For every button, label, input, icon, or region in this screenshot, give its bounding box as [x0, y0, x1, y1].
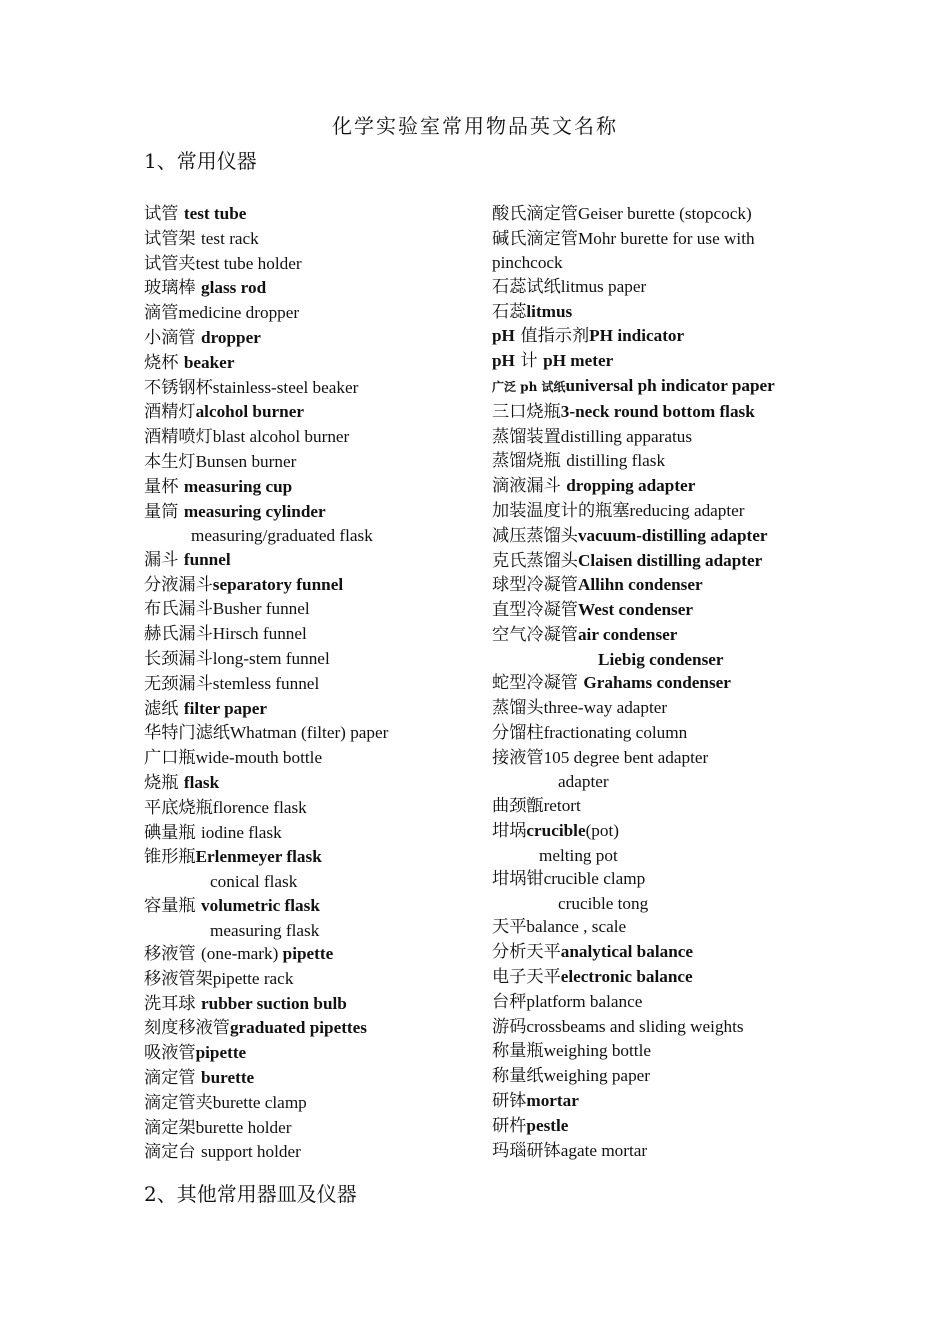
english-term: burette clamp	[212, 1092, 307, 1112]
english-term: glass rod	[201, 278, 267, 298]
english-term: alcohol burner	[195, 402, 304, 422]
chinese-term: 烧瓶	[144, 773, 184, 794]
english-term: iodine flask	[201, 822, 282, 842]
chinese-term: 滤纸	[144, 698, 184, 719]
term-entry	[144, 870, 474, 894]
term-entry	[492, 1089, 822, 1114]
english-term: Liebig condenser	[598, 649, 724, 669]
chinese-term: 游码	[492, 1016, 527, 1037]
english-term: crucible	[526, 820, 586, 840]
english-term: test tube holder	[195, 253, 302, 273]
term-entry	[144, 500, 474, 525]
chinese-term: 研钵	[492, 1090, 527, 1111]
term-entry	[492, 1015, 822, 1040]
term-entry	[492, 598, 822, 623]
term-entry	[492, 524, 822, 549]
chinese-term: 空气冷凝管	[492, 624, 578, 645]
term-entry	[144, 919, 474, 943]
english-term: Bunsen burner	[195, 451, 297, 471]
chinese-term: 天平	[492, 917, 527, 938]
term-entry	[144, 1066, 474, 1091]
chinese-term: 滴定架	[144, 1117, 196, 1138]
english-term: burette holder	[195, 1117, 292, 1137]
term-entry	[492, 867, 822, 892]
chinese-term: 滴定台	[144, 1142, 202, 1163]
english-term: platform balance	[526, 991, 643, 1011]
english-term: measuring/graduated flask	[191, 526, 373, 546]
section-heading-1: 1、常用仪器	[144, 149, 257, 173]
english-term: distilling apparatus	[560, 426, 693, 446]
english-term: dropping adapter	[566, 476, 696, 496]
term-entry	[492, 349, 822, 374]
english-term: Busher funnel	[212, 599, 310, 619]
chinese-term: 不锈钢杯	[144, 377, 213, 398]
chinese-term: 滴定管夹	[144, 1092, 213, 1113]
term-entry	[144, 227, 474, 252]
term-entry	[144, 1091, 474, 1116]
chinese-term: 广口瓶	[144, 748, 196, 769]
chinese-term: 分析天平	[492, 942, 561, 963]
term-entry	[144, 450, 474, 475]
chinese-term: 蛇型冷凝管	[492, 673, 584, 694]
term-entry	[492, 671, 822, 696]
section-heading-2: 2、其他常用器皿及仪器	[144, 1182, 357, 1206]
term-entry	[144, 647, 474, 672]
english-term: electronic balance	[560, 966, 693, 986]
chinese-term: 碱氏滴定管	[492, 228, 578, 249]
term-entry	[492, 549, 822, 574]
english-term: flask	[183, 773, 220, 793]
chinese-term: 平底烧瓶	[144, 797, 213, 818]
term-entry	[492, 1139, 822, 1164]
english-term: crossbeams and sliding weights	[526, 1016, 744, 1036]
term-entry	[492, 425, 822, 450]
chinese-term: 移液管	[144, 944, 202, 965]
english-term: pH meter	[543, 351, 614, 371]
english-term: Geiser burette (stopcock)	[577, 204, 752, 223]
english-term: funnel	[183, 549, 231, 569]
term-entry	[492, 1064, 822, 1089]
english-term: agate mortar	[560, 1140, 648, 1160]
term-entry	[492, 1114, 822, 1139]
term-entry	[144, 400, 474, 425]
term-entry	[144, 351, 474, 376]
english-term: crucible clamp	[543, 869, 646, 889]
page-title: 化学实验室常用物品英文名称	[332, 114, 618, 138]
term-entry	[144, 845, 474, 870]
english-term: Mohr burette for use with pinchcock	[492, 228, 755, 273]
term-entry	[492, 499, 822, 524]
term-entry	[144, 967, 474, 992]
english-term: pestle	[526, 1115, 569, 1135]
english-term: retort	[543, 795, 581, 815]
term-entry	[492, 275, 822, 300]
term-entry	[492, 400, 822, 425]
english-term: blast alcohol burner	[212, 427, 350, 447]
chinese-term: 洗耳球	[144, 993, 202, 1014]
term-entry	[144, 746, 474, 771]
english-term: (one-mark)	[201, 944, 283, 964]
chinese-term: 烧杯	[144, 352, 184, 373]
english-term-suffix: (pot)	[585, 820, 619, 840]
term-entry	[144, 425, 474, 450]
english-term: separatory funnel	[212, 574, 344, 594]
english-term: vacuum-distilling adapter	[577, 525, 768, 545]
term-entry	[492, 449, 822, 474]
chinese-term: 移液管架	[144, 968, 213, 989]
chinese-term: 蒸馏装置	[492, 426, 561, 447]
term-entry	[144, 1116, 474, 1141]
term-prefix: pH	[492, 351, 515, 371]
term-entry	[144, 524, 474, 548]
english-term: support holder	[201, 1142, 301, 1162]
term-entry	[492, 227, 822, 275]
english-term: crucible tong	[558, 893, 649, 913]
english-term: air condenser	[577, 624, 678, 644]
chinese-term: 赫氏漏斗	[144, 624, 213, 645]
chinese-term: 分馏柱	[492, 722, 544, 743]
english-term: pipette	[195, 1043, 247, 1063]
english-term: litmus	[526, 301, 573, 321]
chinese-term: 三口烧瓶	[492, 401, 561, 422]
term-entry	[492, 300, 822, 325]
term-entry	[144, 1140, 474, 1165]
term-entry	[144, 597, 474, 622]
term-entry	[492, 965, 822, 990]
chinese-term: 石蕊试纸	[492, 276, 561, 297]
english-term: Erlenmeyer flask	[195, 847, 322, 867]
english-term: florence flask	[212, 797, 307, 817]
term-entry	[144, 622, 474, 647]
chinese-term: 试管夹	[144, 253, 196, 274]
term-entry	[144, 672, 474, 697]
term-entry	[492, 794, 822, 819]
chinese-term: 减压蒸馏头	[492, 525, 578, 546]
chinese-term: 滴定管	[144, 1068, 202, 1088]
chinese-term: 酒精喷灯	[144, 427, 213, 448]
term-entry	[144, 771, 474, 796]
english-term: volumetric flask	[201, 895, 320, 915]
chinese-term: 长颈漏斗	[144, 649, 213, 670]
chinese-term: 量筒	[144, 501, 184, 522]
english-term: 105 degree bent adapter	[543, 747, 709, 767]
right-column	[492, 202, 822, 1163]
english-term: Claisen distilling adapter	[577, 550, 763, 570]
term-entry	[144, 376, 474, 401]
term-entry	[144, 992, 474, 1017]
english-term: graduated pipettes	[229, 1018, 367, 1038]
chinese-term: 酒精灯	[144, 402, 196, 423]
english-term: wide-mouth bottle	[195, 748, 323, 768]
term-entry	[492, 844, 822, 868]
term-entry	[492, 721, 822, 746]
term-entry	[144, 573, 474, 598]
term-entry	[492, 746, 822, 771]
chinese-term: 漏斗	[144, 549, 184, 570]
left-column	[144, 202, 474, 1165]
english-term: three-way adapter	[543, 698, 668, 718]
term-entry	[492, 892, 822, 916]
english-term: measuring flask	[210, 920, 320, 940]
chinese-term: 计	[514, 351, 544, 372]
term-entry	[144, 548, 474, 573]
term-entry	[492, 770, 822, 794]
chinese-term: 华特门滤纸	[144, 723, 230, 744]
term-prefix: pH	[492, 326, 515, 346]
chinese-term: 酸氏滴定管	[492, 204, 578, 224]
term-entry	[492, 474, 822, 499]
english-term: litmus paper	[560, 276, 647, 296]
chinese-term: 无颈漏斗	[144, 673, 213, 694]
chinese-term: 广泛 ph 试纸	[492, 379, 566, 394]
english-term: test rack	[201, 228, 259, 248]
english-term: Grahams condenser	[583, 673, 731, 693]
english-term: burette	[201, 1068, 255, 1087]
chinese-term: 研杵	[492, 1115, 527, 1136]
english-term: analytical balance	[560, 942, 694, 962]
term-entry	[492, 623, 822, 648]
english-term: filter paper	[183, 698, 268, 718]
term-entry	[492, 915, 822, 940]
term-entry	[492, 1039, 822, 1064]
english-term: measuring cup	[183, 476, 293, 496]
english-term: distilling flask	[566, 451, 666, 471]
term-entry	[492, 202, 822, 227]
english-term: melting pot	[539, 845, 618, 865]
chinese-term: 坩埚	[492, 820, 527, 841]
english-term: reducing adapter	[629, 500, 745, 520]
chinese-term: 滴管	[144, 303, 179, 324]
term-entry	[492, 940, 822, 965]
chinese-term: 蒸馏烧瓶	[492, 451, 567, 472]
english-term: rubber suction bulb	[201, 993, 347, 1013]
english-term: long-stem funnel	[212, 649, 330, 669]
chinese-term: 刻度移液管	[144, 1018, 230, 1039]
term-entry	[144, 821, 474, 846]
term-entry	[144, 1041, 474, 1066]
term-entry	[492, 648, 822, 672]
chinese-term: 玻璃棒	[144, 278, 202, 299]
chinese-term: 锥形瓶	[144, 847, 196, 868]
chinese-term: 分液漏斗	[144, 574, 213, 595]
english-term: measuring cylinder	[183, 501, 326, 521]
term-entry	[492, 696, 822, 721]
chinese-term: 球型冷凝管	[492, 575, 578, 596]
chinese-term: 碘量瓶	[144, 822, 202, 843]
english-term: universal ph indicator paper	[565, 375, 775, 395]
term-entry	[492, 573, 822, 598]
chinese-term: 试管	[144, 204, 184, 224]
chinese-term: 试管架	[144, 228, 202, 249]
english-term-suffix: pipette	[282, 944, 334, 964]
english-term: dropper	[201, 327, 261, 347]
english-term: adapter	[558, 772, 609, 792]
english-term: balance , scale	[526, 917, 627, 937]
english-term: mortar	[526, 1090, 579, 1110]
term-entry	[144, 942, 474, 967]
english-term: Hirsch funnel	[212, 624, 307, 644]
chinese-term: 小滴管	[144, 327, 202, 348]
chinese-term: 台秤	[492, 991, 527, 1012]
term-entry	[144, 252, 474, 277]
chinese-term: 值指示剂	[514, 326, 590, 347]
english-term: fractionating column	[543, 722, 688, 742]
english-term: West condenser	[577, 600, 694, 620]
term-entry	[492, 819, 822, 844]
chinese-term: 本生灯	[144, 451, 196, 472]
term-entry	[144, 326, 474, 351]
term-entry	[144, 894, 474, 919]
term-entry	[144, 475, 474, 500]
english-term: pipette rack	[212, 968, 294, 988]
chinese-term: 坩埚钳	[492, 869, 544, 890]
chinese-term: 克氏蒸馏头	[492, 550, 578, 571]
chinese-term: 布氏漏斗	[144, 599, 213, 620]
term-entry	[492, 990, 822, 1015]
english-term: weighing bottle	[543, 1041, 651, 1061]
term-entry	[492, 324, 822, 349]
chinese-term: 容量瓶	[144, 895, 202, 916]
chinese-term: 电子天平	[492, 966, 561, 987]
chinese-term: 称量瓶	[492, 1041, 544, 1062]
chinese-term: 滴液漏斗	[492, 476, 567, 497]
english-term: medicine dropper	[178, 303, 300, 323]
term-entry	[144, 202, 474, 227]
chinese-term: 石蕊	[492, 301, 527, 322]
term-entry	[492, 374, 822, 400]
chinese-term: 曲颈甑	[492, 795, 544, 816]
chinese-term: 加装温度计的瓶塞	[492, 500, 630, 521]
term-entry	[144, 796, 474, 821]
english-term: conical flask	[210, 872, 298, 892]
term-entry	[144, 721, 474, 746]
english-term: beaker	[183, 352, 235, 372]
term-entry	[144, 697, 474, 722]
english-term: weighing paper	[543, 1066, 651, 1086]
english-term: Allihn condenser	[577, 575, 703, 595]
term-entry	[144, 301, 474, 326]
term-entry	[144, 276, 474, 301]
chinese-term: 玛瑙研钵	[492, 1140, 561, 1161]
chinese-term: 接液管	[492, 747, 544, 768]
chinese-term: 量杯	[144, 476, 184, 497]
chinese-term: 称量纸	[492, 1066, 544, 1087]
english-term: PH indicator	[589, 326, 685, 346]
chinese-term: 直型冷凝管	[492, 600, 578, 621]
english-term: stainless-steel beaker	[212, 377, 359, 397]
chinese-term: 吸液管	[144, 1043, 196, 1064]
term-entry	[144, 1016, 474, 1041]
chinese-term: 蒸馏头	[492, 698, 544, 719]
english-term: 3-neck round bottom flask	[560, 401, 755, 421]
english-term: test tube	[183, 204, 247, 223]
english-term: Whatman (filter) paper	[229, 723, 389, 743]
english-term: stemless funnel	[212, 673, 320, 693]
